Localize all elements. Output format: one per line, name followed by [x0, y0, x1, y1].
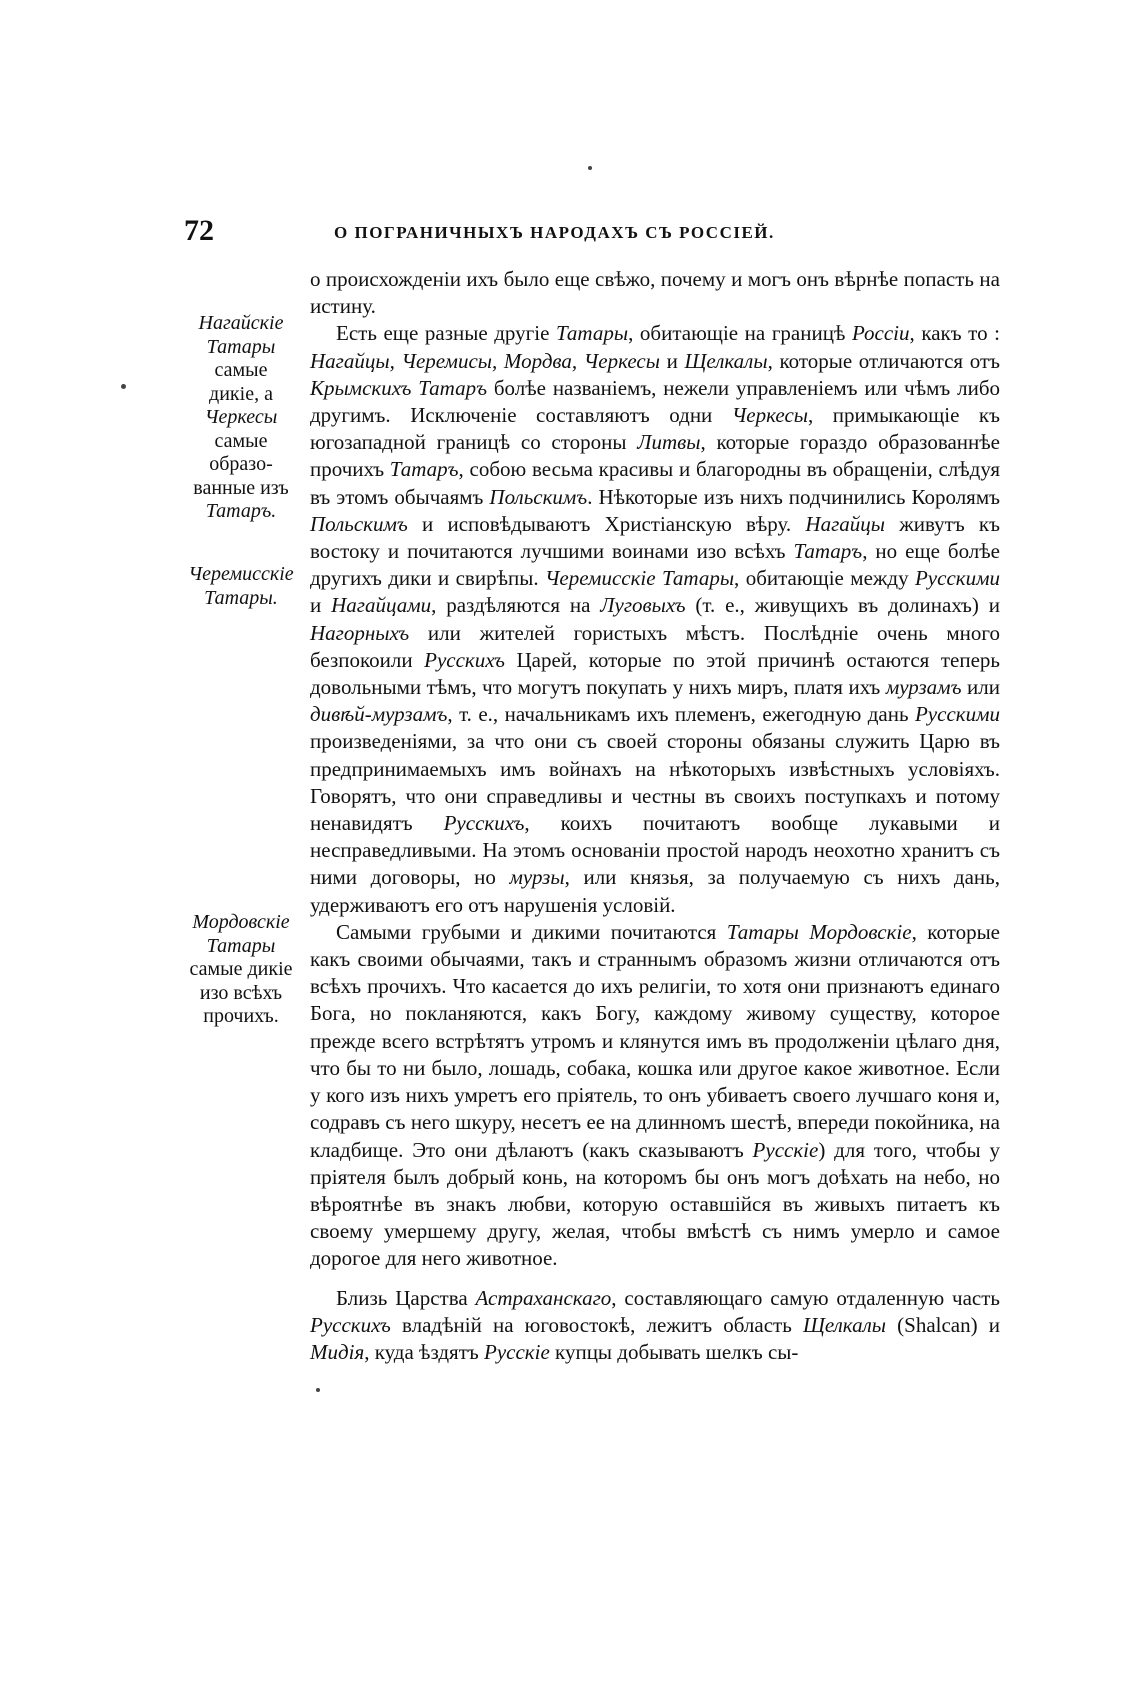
italic-term: Татары [556, 321, 629, 346]
italic-term: Астраханскаго [475, 1285, 612, 1310]
italic-term: Черемисскіе Татары [544, 566, 735, 591]
text-run: живутъ къ востоку и почитаются лучшими воинами изо всѣхъ [310, 511, 1000, 564]
italic-term: Русскихъ [310, 1312, 391, 1337]
paragraph [310, 1285, 1000, 1367]
text-run: , коихъ почитаютъ вообще лукавыми и несправедливыми. На этомъ основаніи простой народъ неохотно хранитъ съ ними договоры, но [310, 811, 1000, 890]
text-run: , которые какъ своими обычаями, такъ и страннымъ образомъ жизни отличаются отъ всѣхъ прочихъ. Что касается до ихъ религіи, то хотя они признаютъ единаго Бога, но покланяются, какъ Богу, каждому живому существу, которое прежде всего встрѣтятъ утромъ и клянутся имъ въ продолженіи цѣлаго дня, что бы то ни было, лошадь, собака, кошка или другое какое животное. Если у кого изъ нихъ умретъ его пріятель, то онъ убиваетъ своего лучшаго коня и, содравъ съ него шкуру, несетъ ее на длинномъ шестѣ, впереди покойника, на кладбище. Это они дѣлаютъ (какъ сказываютъ [310, 919, 1000, 1162]
italic-term: мурзамъ [885, 675, 962, 700]
margin-note-line: Татаръ. [205, 500, 277, 522]
italic-term: Польскимъ [310, 511, 408, 536]
text-run: владѣній на юговостокѣ, лежитъ область [390, 1312, 803, 1337]
margin-note-cheremis [178, 563, 304, 610]
text-run: Есть еще разные другіе [336, 321, 556, 346]
italic-term: Россіи [851, 321, 910, 346]
text-run: и исповѣдываютъ Христіанскую вѣру. [407, 511, 806, 536]
margin-note-line: самые дикіе [189, 958, 293, 980]
margin-note-line: Черкесы [204, 406, 278, 428]
margin-note-line: Татары [206, 335, 276, 358]
italic-term: Литвы [637, 430, 701, 455]
text-run: купцы добывать шелкъ сы- [549, 1339, 799, 1364]
text-run: , составляющаго самую отдаленную часть [611, 1285, 1000, 1310]
italic-term: Русскими [914, 566, 1000, 591]
margin-note-line: самые [214, 359, 268, 381]
text-run: , куда ѣздятъ [364, 1339, 485, 1364]
text-run: произведеніями, за что они съ своей стороны обязаны служить Царю въ предпринимаемыхъ имъ войнахъ на нѣкоторыхъ извѣстныхъ условіяхъ. Говорятъ, что они справедливы и честны въ своихъ поступкахъ и потому ненавидятъ [310, 729, 1000, 836]
text-run: . Нѣкоторые изъ нихъ подчинились Королямъ [587, 484, 1000, 509]
italic-term: Нагайцы [805, 511, 885, 536]
text-run: , раздѣляются на [431, 593, 601, 618]
ink-speck [316, 1388, 320, 1392]
margin-note-line: Татары [206, 934, 276, 957]
text-run: , т. е., начальникамъ ихъ племенъ, ежегодную дань [447, 702, 915, 727]
italic-term: Татаръ [389, 457, 459, 482]
text-run: (т. е., живущихъ въ долинахъ) и [685, 593, 1000, 618]
text-run: , обитающіе между [734, 566, 915, 591]
text-run: Самыми грубыми и дикими почитаются [336, 919, 727, 944]
body-text [310, 266, 1000, 1366]
text-run: и [310, 593, 332, 618]
italic-term: Русскихъ [424, 647, 505, 672]
italic-term: Татары Мордовскіе [726, 919, 912, 944]
margin-note-line: Татары. [204, 586, 278, 609]
margin-note-line: изо всѣхъ [199, 981, 283, 1004]
text-run: , или князья, за получаемую съ нихъ дань, удерживаютъ его отъ нарушенія условій. [310, 865, 1000, 917]
margin-note-nagai [178, 312, 304, 524]
text-run: Близь Царства [336, 1285, 476, 1310]
text-run: болѣе названіемъ, нежели управленіемъ или чѣмъ либо другимъ. Исключеніе составляютъ одни [310, 375, 1001, 428]
text-run: , обитающіе на границѣ [628, 321, 852, 346]
italic-term: Щелкалы [802, 1312, 886, 1337]
ink-speck [588, 166, 592, 170]
margin-note-line: самые [214, 429, 268, 452]
margin-note-line: Черемисскіе [188, 563, 294, 585]
italic-term: дивѣй-мурзамъ [310, 702, 448, 727]
italic-term: Татаръ [793, 539, 863, 564]
paragraph [310, 919, 1000, 1273]
ink-speck [121, 384, 126, 389]
text-run: , которые гораздо образованнѣе прочихъ [310, 430, 1000, 482]
italic-term: Нагорныхъ [310, 620, 410, 645]
margin-note-line: Нагайскіе [198, 312, 284, 334]
page-header [184, 214, 924, 254]
italic-term: Русскіе [752, 1137, 819, 1162]
italic-term: Русскіе [484, 1339, 550, 1364]
italic-term: Нагайцы, Черемисы, Мордва, Черкесы [310, 348, 660, 373]
italic-term: Щелкалы [684, 348, 768, 373]
text-run: , собою весьма красивы и благородны въ обращеніи, слѣдуя въ этомъ обычаямъ [310, 457, 1000, 509]
text-run: , которые отличаются отъ [767, 348, 1000, 373]
italic-term: Нагайцами [331, 593, 432, 618]
paragraph [310, 266, 1000, 320]
text-run: , но еще болѣе другихъ дики и свирѣпы. [310, 539, 1000, 591]
italic-term: Мидія [310, 1339, 365, 1364]
running-head: О ПОГРАНИЧНЫХЪ НАРОДАХЪ СЪ РОССІЕЙ. [334, 223, 775, 242]
margin-note-line: образо- [209, 453, 273, 475]
margin-note-line: дикіе, а [209, 382, 273, 405]
italic-term: Польскимъ [489, 484, 588, 509]
text-run: (Shalcan) и [885, 1312, 1001, 1337]
italic-term: Крымскихъ Татаръ [310, 375, 488, 400]
text-run: или [961, 675, 1000, 700]
text-run: ) для того, чтобы у пріятеля былъ добрый конь, на которомъ бы онъ могъ доѣхать на небо, но вѣроятнѣе въ знакъ любви, которую оставшійся въ живыхъ питаетъ къ своему умершему другу, желая, чтобы вмѣстѣ съ нимъ умерло и самое дорогое для него животное. [310, 1137, 1000, 1271]
text-run: о происхожденіи ихъ было еще свѣжо, почему и могъ онъ вѣрнѣе попасть на истину. [310, 267, 1000, 319]
text-run: Царей, которые по этой причинѣ остаются теперь довольными тѣмъ, что могутъ покупать у нихъ миръ, платя ихъ [310, 647, 1000, 700]
italic-term: Русскихъ [443, 811, 525, 836]
margin-note-line: прочихъ. [203, 1005, 279, 1027]
text-run: или жителей гористыхъ мѣстъ. Послѣдніе очень много безпокоили [310, 620, 1000, 672]
margin-note-line: Мордовскіе [192, 911, 290, 933]
page-number: 72 [184, 214, 214, 247]
paragraph [310, 320, 1000, 918]
text-run: и [659, 348, 685, 373]
italic-term: мурзы [509, 865, 565, 890]
text-run: , какъ то : [909, 321, 1000, 346]
margin-note-line: ванные изъ [193, 476, 289, 499]
text-run: , примыкающіе къ югозападной границѣ со стороны [310, 403, 1000, 455]
italic-term: Черкесы [731, 403, 809, 428]
italic-term: Луговыхъ [600, 593, 686, 618]
italic-term: Русскими [914, 702, 1000, 727]
margin-note-mordva [178, 911, 304, 1029]
